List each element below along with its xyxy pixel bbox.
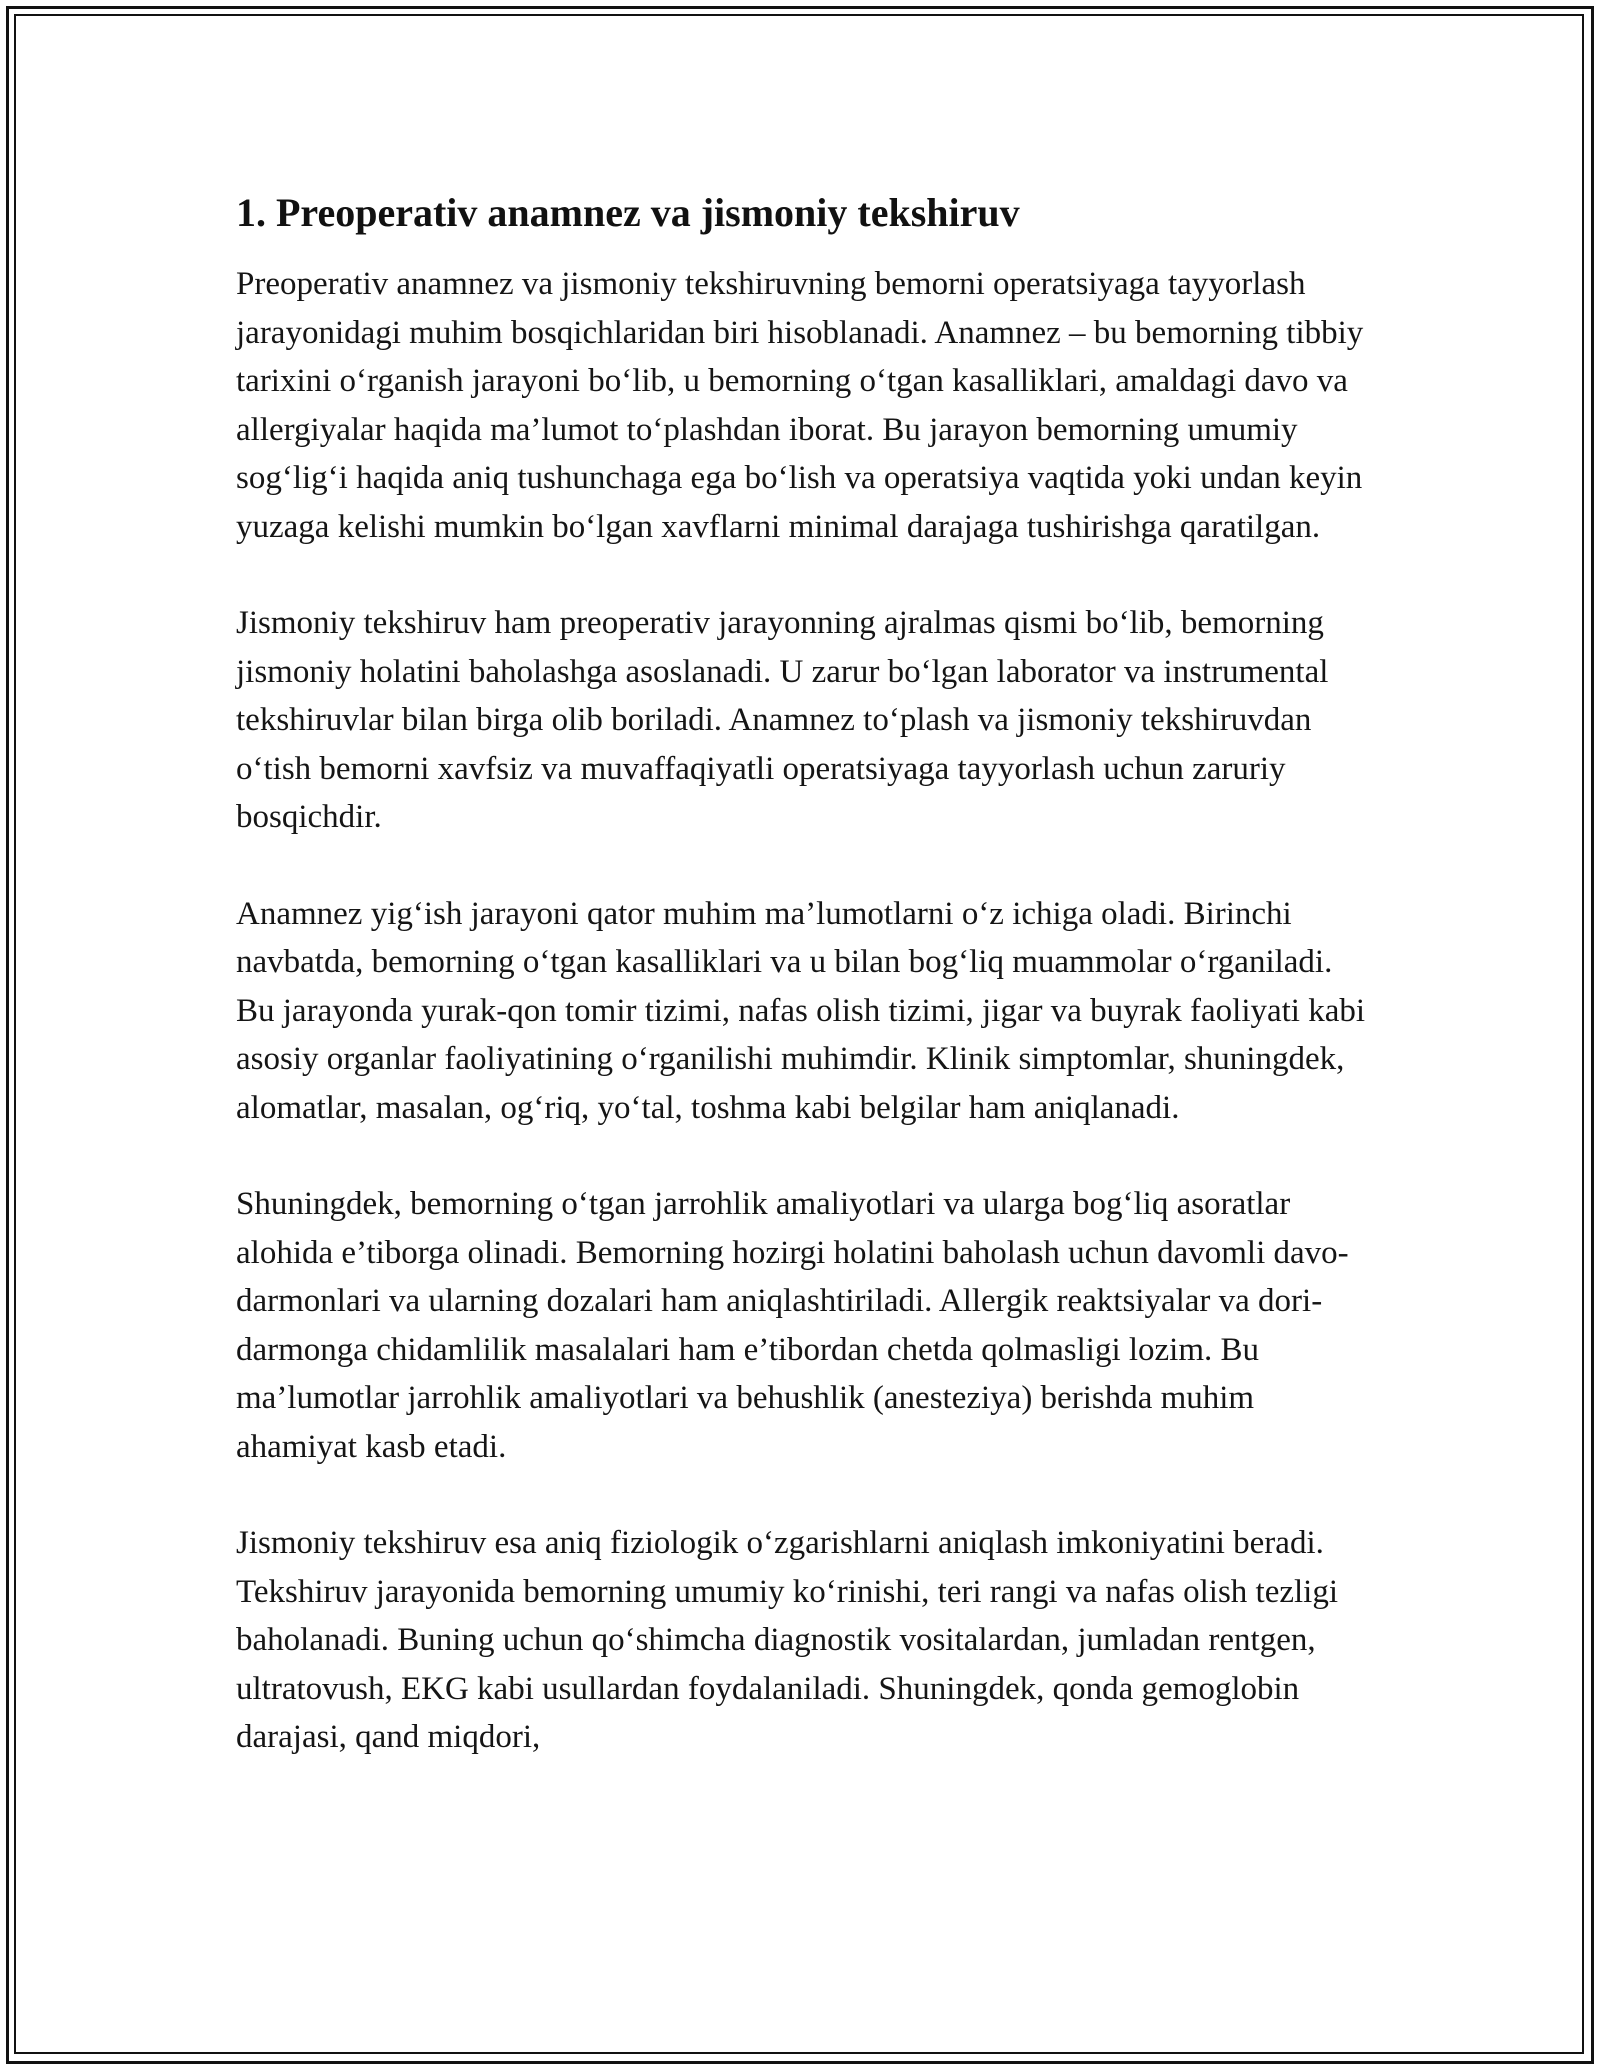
paragraph-3: Anamnez yig‘ish jarayoni qator muhim ma’lumotlarni o‘z ichiga oladi. Birinchi navbatda, bemorning o‘tgan kasalliklari va u bilan bog‘liq muammolar o‘rganiladi. Bu jarayonda yurak-qon tomir tizimi, nafas olish tizimi, jigar va buyrak faoliyati kabi asosiy organlar faoliyatining o‘rganilishi muhimdir. Klinik simptomlar, shuningdek, alomatlar, masalan, og‘riq, yo‘tal, toshma kabi belgilar ham aniqlanadi. [236, 895, 1366, 1126]
section-heading: 1. Preoperativ anamnez va jismoniy tekshiruv [236, 190, 1020, 235]
paragraph-1: Preoperativ anamnez va jismoniy tekshiruvning bemorni operatsiyaga tayyorlash jarayonidagi muhim bosqichlaridan biri hisoblanadi. Anamnez – bu bemorning tibbiy tarixini o‘rganish jarayoni bo‘lib, u bemorning o‘tgan kasalliklari, amaldagi davo va allergiyalar haqida ma’lumot to‘plashdan iborat. Bu jarayon bemorning umumiy sog‘lig‘i haqida aniq tushunchaga ega bo‘lish va operatsiya vaqtida yoki undan keyin yuzaga kelishi mumkin bo‘lgan xavflarni minimal darajaga tushirishga qaratilgan. [236, 266, 1364, 545]
paragraph-5: Jismoniy tekshiruv esa aniq fiziologik o‘zgarishlarni aniqlash imkoniyatini beradi. Tekshiruv jarayonida bemorning umumiy ko‘rinishi, teri rangi va nafas olish tezligi baholanadi. Buning uchun qo‘shimcha diagnostik vositalardan, jumladan rentgen, ultratovush, EKG kabi usullardan foydalaniladi. Shuningdek, qonda gemoglobin darajasi, qand miqdori, [236, 1525, 1339, 1755]
paragraph-4: Shuningdek, bemorning o‘tgan jarrohlik amaliyotlari va ularga bog‘liq asoratlar alohida e’tiborga olinadi. Bemorning hozirgi holatini baholash uchun davomli davo-darmonlari va ularning dozalari ham aniqlashtiriladi. Allergik reaktsiyalar va dori-darmonga chidamlilik masalalari ham e’tibordan chetda qolmasligi lozim. Bu ma’lumotlar jarrohlik amaliyotlari va behushlik (anesteziya) berishda muhim ahamiyat kasb etadi. [236, 1186, 1349, 1465]
document-body [236, 186, 1376, 1810]
paragraph-2: Jismoniy tekshiruv ham preoperativ jarayonning ajralmas qismi bo‘lib, bemorning jismoniy holatini baholashga asoslanadi. U zarur bo‘lgan laborator va instrumental tekshiruvlar bilan birga olib boriladi. Anamnez to‘plash va jismoniy tekshiruvdan o‘tish bemorni xavfsiz va muvaffaqiyatli operatsiyaga tayyorlash uchun zaruriy bosqichdir. [236, 605, 1329, 835]
